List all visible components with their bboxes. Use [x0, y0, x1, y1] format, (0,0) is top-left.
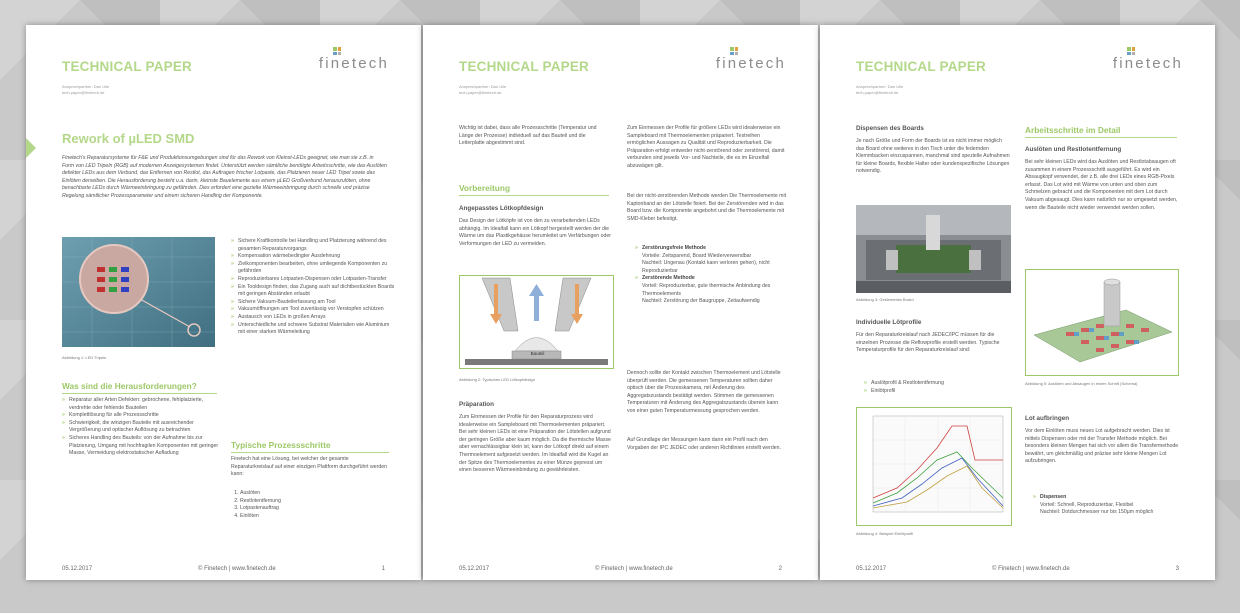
section-heading-challenges: Was sind die Herausforderungen? [62, 381, 217, 394]
footer-copyright: © Finetech | www.finetech.de [992, 566, 1070, 572]
list-item: » Vakuumöffnungen am Tool zuverlässig vor Verstopfen schützen [238, 306, 396, 314]
header-title: TECHNICAL PAPER [856, 59, 987, 74]
footer-copyright: © Finetech | www.finetech.de [595, 566, 673, 572]
list-item: » Sichere Kraftkontrolle bei Handling und Platzierung während des gesamten Reparaturvorgangs [238, 238, 396, 253]
title-arrow-icon [26, 138, 36, 158]
list-item: » Zerstörungsfreie Methode Vorteile: Zeitsparend, Board Wiederverwendbar Nachteil: Ungenau (Kontakt kann verloren gehen), nicht Reproduzierbar [642, 245, 792, 275]
finetech-logo: finetech [318, 55, 389, 72]
list-item: » Ein Tooldesign finden, das Zugang auch auf dichtbestückten Boards mit geringen Abständen erlaubt [238, 284, 396, 299]
list-item: 1. Auslöten [240, 490, 281, 498]
figure-caption: Abbildung 2: Typisches LED Lötkopfdesign [459, 377, 535, 382]
tool-design-text: Das Design der Lötköpfe ist von den zu verarbeitenden LEDs abhängig. Im Idealfall kann ein Lötkopf hergestellt werden der die Wärme um das Plastikgehäuse herumleitet um Verfärbungen oder Verformungen der LED zu vermeiden. [459, 218, 611, 247]
logo-squares-icon [730, 47, 738, 55]
desolder-schema-diagram [1025, 269, 1179, 376]
document-page-3 [820, 25, 1215, 580]
list-item: » Auslötprofil & Restlotentfernung [871, 380, 1021, 388]
solder-profiles-text: Für den Reparaturkreislauf nach JEDEC/IPC müssen für die einzelnen Prozesse die Reflowprofile erstellt werden. Typische Temperaturprofile für den Reparaturkreislauf sind: [856, 332, 1000, 354]
clamped-board-photo [856, 205, 1011, 293]
list-item: » Zerstörende Methode Vorteil: Reproduzierbar, gute thermische Anbindung des Thermoelements Nachteil: Zerstörung der Baugruppe, Zeitaufwendig [642, 275, 792, 305]
dispense-list [1033, 494, 1188, 517]
list-item: » Austausch von LEDs in großen Arrays [238, 314, 396, 322]
list-item: » Einlötprofil [871, 388, 1021, 396]
list-item: » Schwierigkeit, die winzigen Bauteile mit ausreichender Vergrößerung und optischer Auflösung zu betrachten [69, 420, 219, 435]
figure-caption: Abbildung 5: Auslöten und Absaugen in einem Schritt (Schema) [1025, 381, 1138, 386]
page-title: Rework of µLED SMD [62, 131, 195, 146]
preparation-text: Zum Einmessen der Profile für den Reparaturprozess wird idealerweise ein Sampleboard mit Thermoelementen präpariert. Bei sehr kleinen LEDs ist eine Präparation der Lötstellen aufgrund der geringen Größe aber kaum möglich. Da die thermische Masse aber vernachlässigbar klein ist, kann der Lötkopf direkt auf einem Thermoelement aufgesetzt werden. Im Idealfall wird die Kugel an der Spitze des Thermoelementes zu einer Münze gepresst um einen besseren Wärmeeinbindung zu gewährleisten. [459, 414, 611, 474]
intro-text: Finetech's Reparatursysteme für F&E und Produktionsumgebungen sind für das Rework von Kleinst-LEDs geeignet, wie man sie z.B. in Form von LED Tripeln (RGB) auf modernen Anzeigesystemen findet. Unterstützt werden sämtliche benötigte Arbeitsschritte, wie das Auslöten defekter LEDs aus dem Verbund, das Entfernen von Restlot, das Auftragen frischer Lotpaste, das Platzieren neuer LED Tripel sowie das Einlöten derselben. Die Herausforderung besteht u.a. darin, kleinste Bauelemente aus einem µLED Großverbund herauszulöten, ohne benachbarte LEDs durch Wärmeeinbringung zu gefährden. Dies erfordert eine gezielte Wärmeeinbringung durch schnelle und präzise Regelung sämtlicher Prozessparameter und einem sicheren Handling der Komponente. [62, 155, 387, 199]
list-item: 3. Lotpastenauftrag [240, 505, 281, 513]
subheading-apply-solder: Lot aufbringen [1025, 415, 1070, 422]
section-heading-preparation: Vorbereitung [459, 183, 609, 196]
section-heading-work-steps: Arbeitsschritte im Detail [1025, 125, 1177, 138]
header-title: TECHNICAL PAPER [62, 59, 193, 74]
methods-text: Bei der nicht-zerstörenden Methode werden Die Thermoelemente mit Kaptonband an der Lötstelle fixiert. Bei der Zerstörenden wird in das Board bzw. die Komponente angebohrt und die Thermoelemente mit SMD-Kleber befestigt. [627, 193, 787, 222]
footer-copyright: © Finetech | www.finetech.de [198, 566, 276, 572]
typical-text: Finetech hat eine Lösung, bei welcher der gesamte Reparaturkreislauf auf einer einzigen Plattform durchgeführt werden kann: [231, 456, 387, 478]
intro-text: Wichtig ist dabei, dass alle Prozessschritte (Temperatur und Länge der Prozesse) individuell auf das Bauteil und die Leiterplatte abgestimmt sind. [459, 125, 597, 147]
page-footer [459, 566, 782, 572]
profiles-list [864, 380, 1021, 395]
list-item: » Komplettlösung für alle Prozessschritte [69, 412, 219, 420]
verification-text: Dennoch sollte der Kontakt zwischen Thermoelement und Lötstelle überprüft werden. Die gemessenen Temperaturen sollten daher optisch über die Prozesskamera, mit Änderung des Aggregatszustands bestätigt werden. Stimmen die gemessenen Temperaturen mit Änderung des Aggregatszustands überein kann von einer guten Temperaturmessung gesprochen werden. [627, 370, 781, 414]
led-tripel-photo [62, 237, 215, 347]
profiles-text: Zum Einmessen der Profile für größere LEDs wird idealerweise ein Sampleboard mit Thermoelementen präpariert. Testreihen ermöglichen Aussagen zu Qualität und Reproduzierbarkeit. Die Präparation erfolgt entweder nicht-zerstörend oder zerstörend, damit verbunden sind jeweils Vor- und Nachteile, die es im Einzelfall abzuwägen gilt. [627, 125, 785, 169]
list-item: 2. Restlotentfernung [240, 498, 281, 506]
list-item: » Zielkomponenten bearbeiten, ohne umliegende Komponenten zu gefährden [238, 261, 396, 276]
list-item: » Dispensen Vorteil: Schnell, Reproduzierbar, Flexibel Nachteil: Dotdurchmesser nur bis 150µm möglich [1040, 494, 1188, 517]
list-item: » Kompensation wärmebedingter Ausdehnung [238, 253, 396, 261]
component-label: Bauteil [530, 351, 545, 356]
figure-caption: Abbildung 1: LED Tripeln [62, 355, 107, 360]
subheading-desoldering: Auslöten und Restlotentfernung [1025, 146, 1122, 153]
subheading-board-dispensing: Dispensen des Boards [856, 125, 924, 132]
list-item: » Reparatur aller Arten Defekten: gebrochene, fehlplatzierte, verdrehte oder fehlende Bauteilen [69, 397, 219, 412]
section-heading-typical: Typische Prozessschritte [231, 440, 389, 453]
finetech-logo: finetech [1112, 55, 1183, 72]
list-item: 4. Einlöten [240, 513, 281, 521]
steps-list [231, 490, 281, 520]
footer-date: 05.12.2017 [62, 566, 93, 572]
challenges-list [62, 397, 219, 458]
finetech-logo: finetech [715, 55, 786, 72]
desoldering-text: Bei sehr kleinen LEDs wird das Auslöten und Restlotabsaugen oft zusammen in einem Prozessschritt ausgeführt. Es wird ein Absaugkopf verwendet, der z.B. alle drei LEDs eines RGB-Pixels erfasst. Das Lot wird mit Wärme von unten und oben zum Schmelzen gebracht und die Komponenten mit dem Lot durch Vakuum abgesaugt. Dies kann natürlich nur so umgesetzt werden, wenn die Bauteile nicht wieder verwendet werden sollen. [1025, 159, 1178, 211]
page-footer [62, 566, 385, 572]
header-contact: Ansprechpartner: Dan Ulle tech.paper@finetech.de [856, 84, 904, 95]
footer-page-number: 2 [778, 566, 782, 572]
footer-page-number: 3 [1175, 566, 1179, 572]
profile-basis-text: Auf Grundlage der Messungen kann dann ein Profil nach den Vorgaben der IPC JEDEC oder anderen Richtlinien erstellt werden. [627, 437, 781, 451]
document-page-2 [423, 25, 818, 580]
footer-page-number: 1 [381, 566, 385, 572]
figure-caption: Abbildung 4: Beispiel Einlötprofil [856, 531, 914, 536]
footer-date: 05.12.2017 [459, 566, 490, 572]
logo-squares-icon [1127, 47, 1135, 55]
document-page-1 [26, 25, 421, 580]
list-item: » Unterschiedliche und schwere Substrat Materialien wie Aluminium mit einer starken Wärmeleitung [238, 322, 396, 337]
footer-date: 05.12.2017 [856, 566, 887, 572]
solder-profile-chart [856, 407, 1012, 526]
methods-list [635, 245, 792, 306]
requirements-list [231, 238, 396, 337]
page-footer [856, 566, 1179, 572]
header-contact: Ansprechpartner: Dan Ulle tech.paper@finetech.de [459, 84, 507, 95]
solder-head-diagram [459, 275, 614, 369]
header-title: TECHNICAL PAPER [459, 59, 590, 74]
logo-squares-icon [333, 47, 341, 55]
list-item: » Sichere Vakuum-Bauteilerfassung am Tool [238, 299, 396, 307]
figure-caption: Abbildung 3: Geklemmtes Board [856, 297, 914, 302]
subheading-solder-profiles: Individuelle Lötprofile [856, 319, 922, 326]
board-dispensing-text: Je nach Größe und Form der Boards ist es nicht immer möglich das Board ohne weiteres in den Tisch unter die federnden Klemmbacken einzuspannen, manchmal sind spezielle Aufnahmen für kleine Boards, flexible Halter oder kundenspezifische Lösungen notwendig. [856, 138, 1010, 175]
subheading-tool-design: Angepasstes Lötkopfdesign [459, 205, 544, 212]
apply-solder-text: Vor dem Einlöten muss neues Lot aufgebracht werden. Dies ist mittels Dispensen oder mit der Transfer Methode möglich. Bei besonders kleinen Mengen hat sich vor allem die Transfermethode bewährt, um gleichmäßig und präzise sehr kleine Mengen Lot aufzubringen. [1025, 428, 1179, 465]
header-contact: Ansprechpartner: Dan Ulle tech.paper@finetech.de [62, 84, 110, 95]
list-item: » Sicheres Handling des Bauteils: von der Aufnahme bis zur Platzierung, Umgang mit hochfragilen Komponenten mit geringer Masse, Vermeidung elektrostatischer Aufladung [69, 435, 219, 458]
list-item: » Reproduzierbares Lotpasten-Dispensen oder Lotpasten-Transfer [238, 276, 396, 284]
subheading-preparation: Präparation [459, 401, 494, 408]
